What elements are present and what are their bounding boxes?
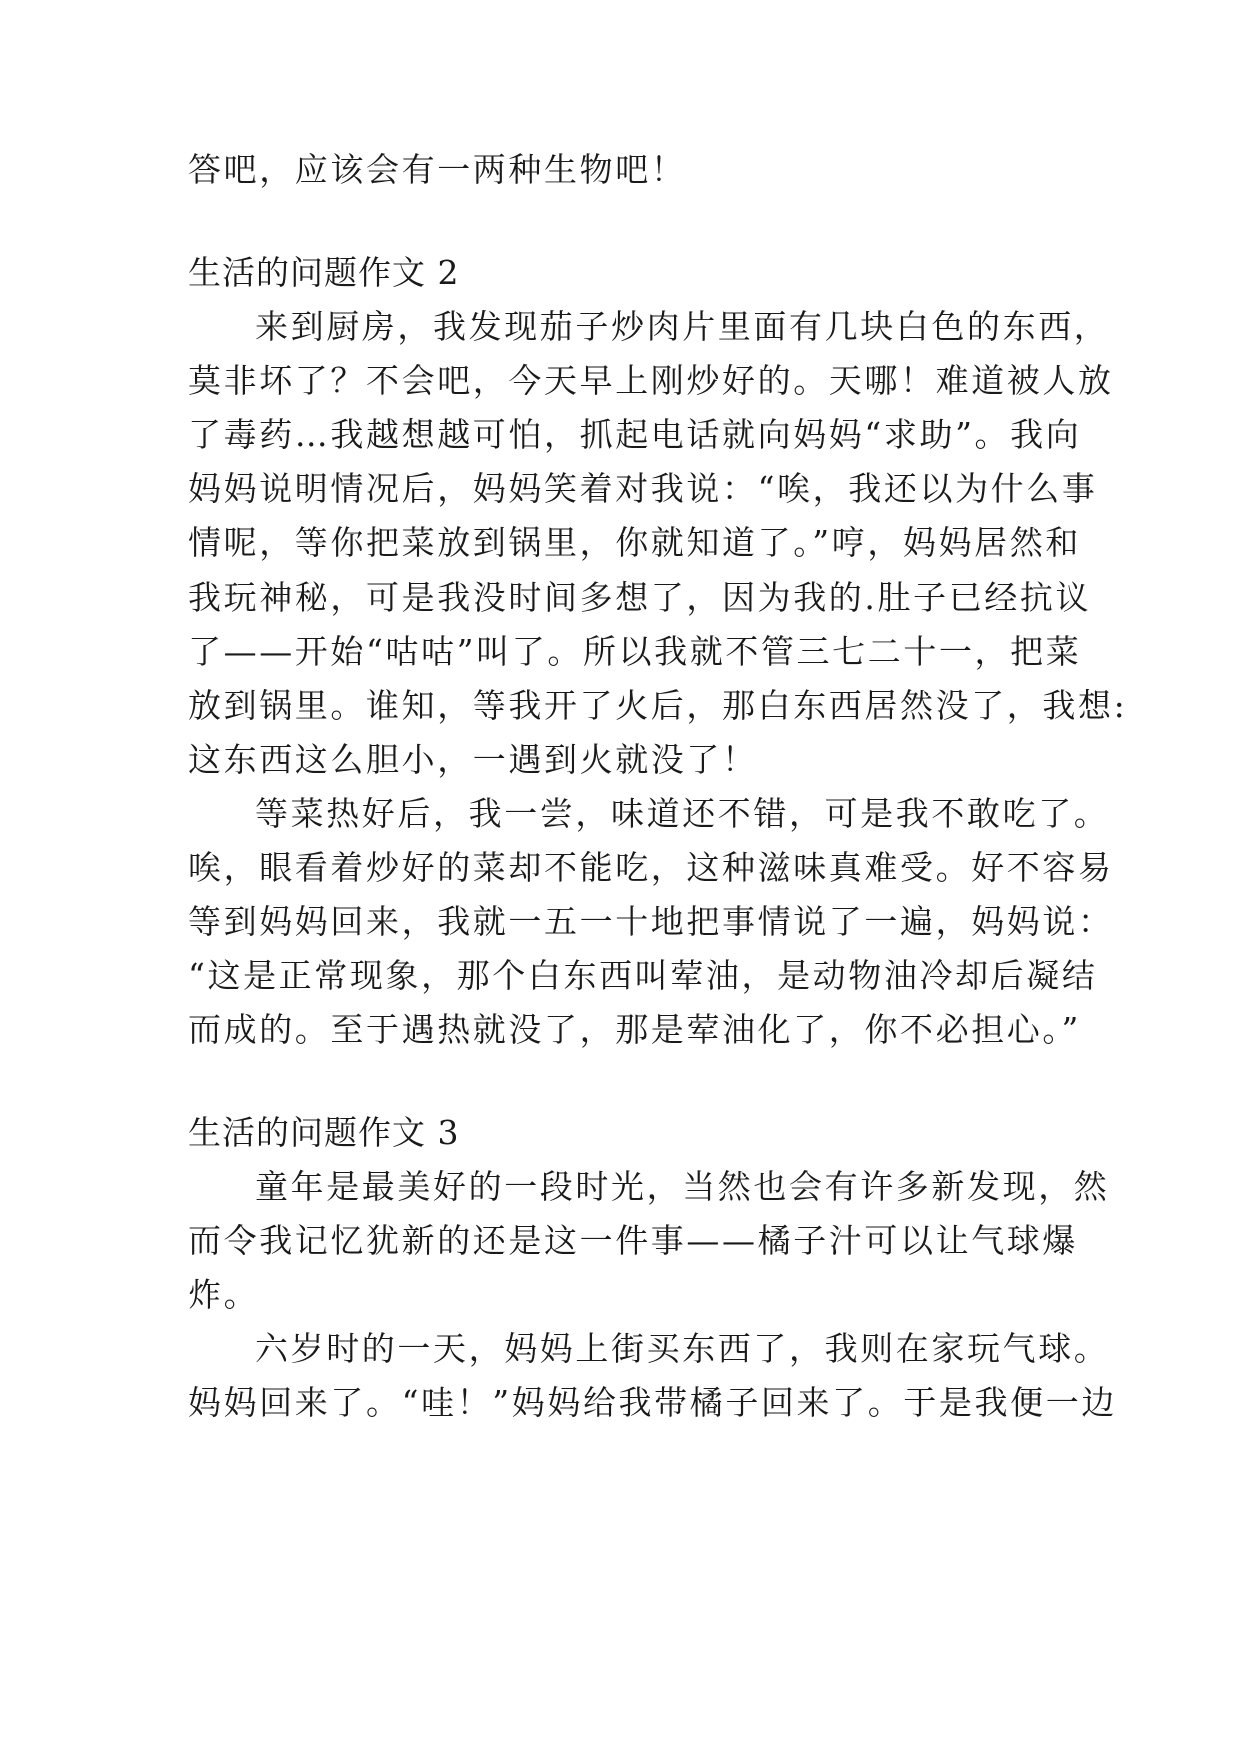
paragraph-line: 了毒药…我越想越可怕，抓起电话就向妈妈“求助”。我向 <box>188 415 1082 454</box>
paragraph-line: “这是正常现象，那个白东西叫荤油，是动物油冷却后凝结 <box>188 956 1098 995</box>
paragraph-line: 六岁时的一天，妈妈上街买东西了，我则在家玩气球。 <box>255 1329 1110 1368</box>
section-heading: 生活的问题作文 2 <box>188 253 460 292</box>
paragraph-line: 而成的。至于遇热就没了，那是荤油化了，你不必担心。” <box>188 1010 1081 1049</box>
paragraph-line: 童年是最美好的一段时光，当然也会有许多新发现，然 <box>255 1167 1110 1206</box>
paragraph-line: 情呢，等你把菜放到锅里，你就知道了。”哼，妈妈居然和 <box>188 523 1081 562</box>
paragraph-line: 来到厨房，我发现茄子炒肉片里面有几块白色的东西， <box>255 307 1110 346</box>
paragraph-line: 答吧，应该会有一两种生物吧！ <box>188 150 687 189</box>
paragraph-line: 妈妈回来了。“哇！”妈妈给我带橘子回来了。于是我便一边 <box>188 1383 1117 1422</box>
paragraph-line: 妈妈说明情况后，妈妈笑着对我说：“唉，我还以为什么事 <box>188 469 1098 508</box>
paragraph-line: 莫非坏了？不会吧，今天早上刚炒好的。天哪！难道被人放 <box>188 361 1114 400</box>
paragraph-line: 等到妈妈回来，我就一五一十地把事情说了一遍，妈妈说： <box>188 902 1114 941</box>
paragraph-line: 等菜热好后，我一尝，味道还不错，可是我不敢吃了。 <box>255 794 1110 833</box>
paragraph-line: 这东西这么胆小，一遇到火就没了！ <box>188 740 758 779</box>
paragraph-line: 了——开始“咕咕”叫了。所以我就不管三七二十一，把菜 <box>188 632 1082 671</box>
paragraph-line: 放到锅里。谁知，等我开了火后，那白东西居然没了，我想: <box>188 686 1128 725</box>
paragraph-line: 我玩神秘，可是我没时间多想了，因为我的.肚子已经抗议 <box>188 578 1092 617</box>
paragraph-line: 唉，眼看着炒好的菜却不能吃，这种滋味真难受。好不容易 <box>188 848 1114 887</box>
paragraph-line: 而令我记忆犹新的还是这一件事——橘子汁可以让气球爆 <box>188 1221 1078 1260</box>
section-heading: 生活的问题作文 3 <box>188 1113 460 1152</box>
paragraph-line: 炸。 <box>188 1275 260 1314</box>
